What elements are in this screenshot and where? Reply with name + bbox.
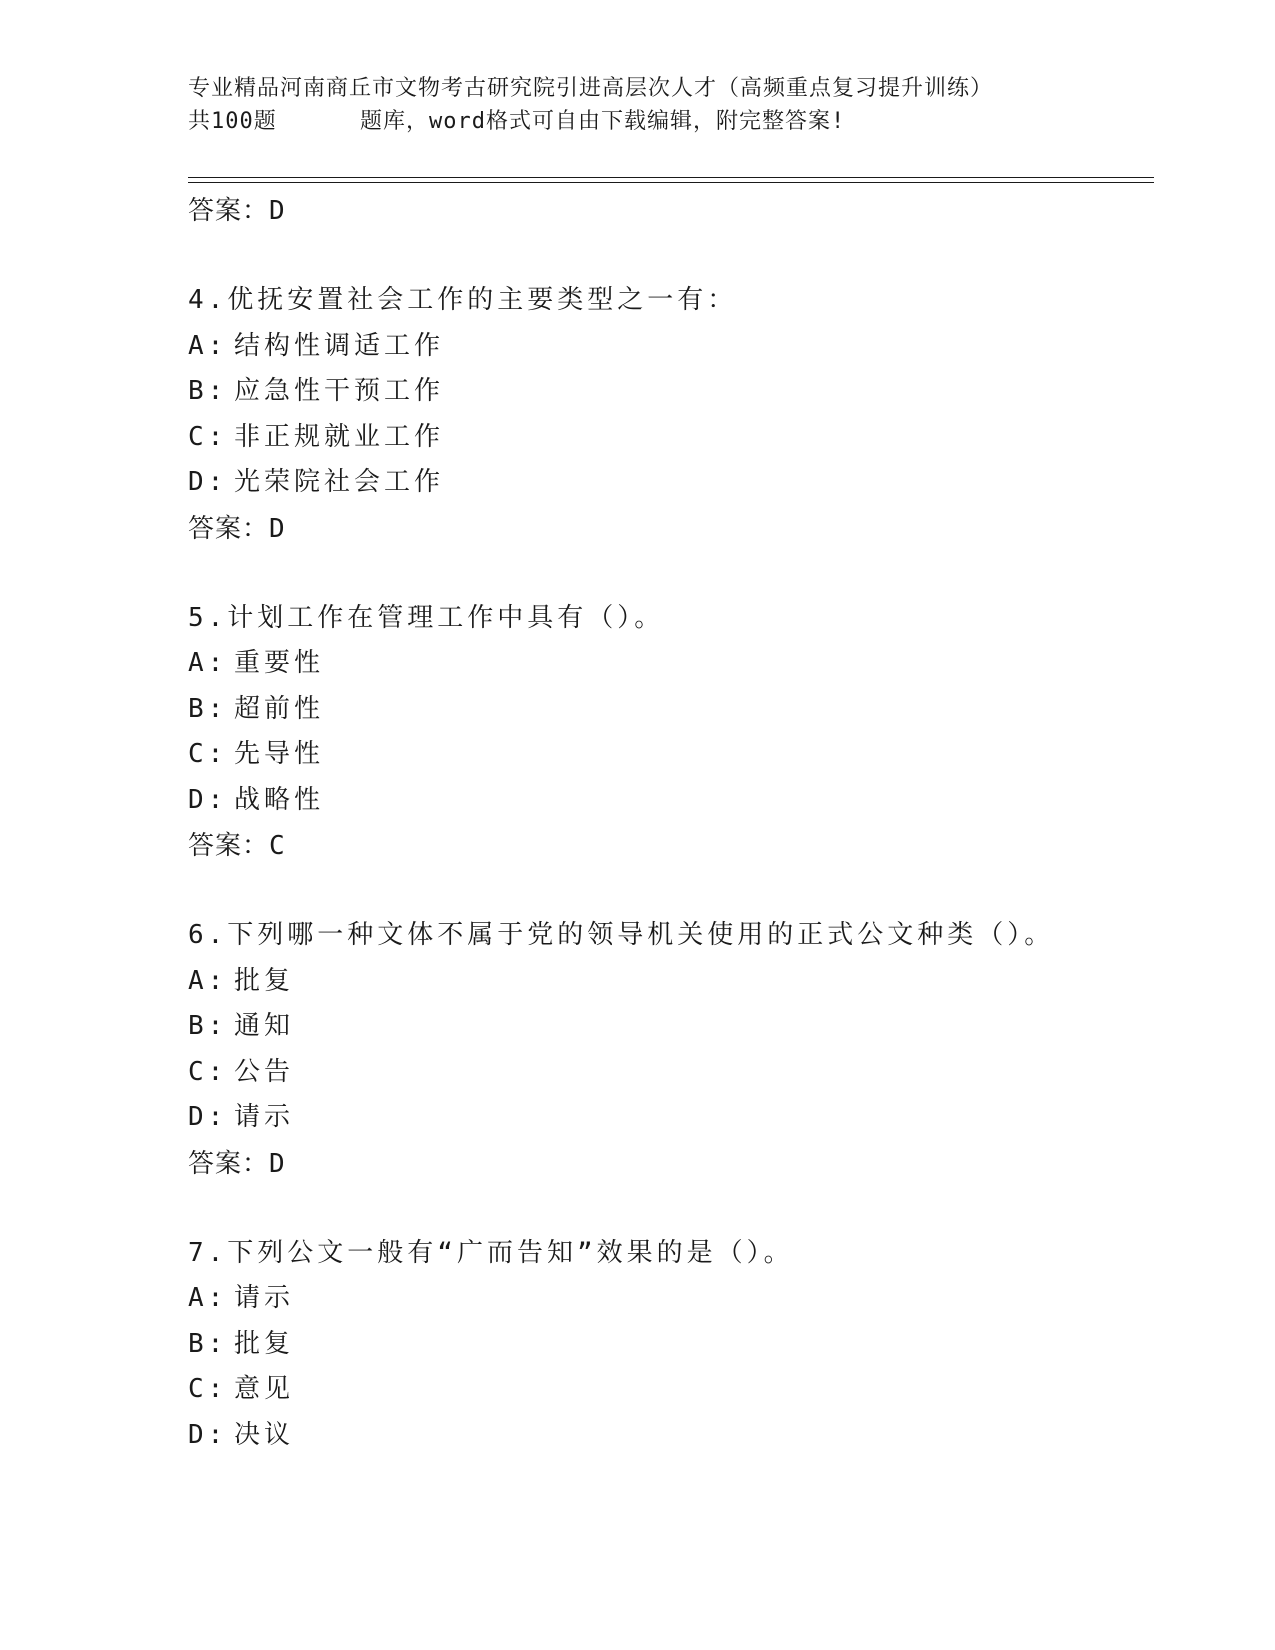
question-block bbox=[188, 278, 1148, 552]
option-letter: B: bbox=[188, 1011, 228, 1041]
answer-line: 答案：D bbox=[188, 1148, 286, 1179]
answer-line: 答案：D bbox=[188, 513, 286, 544]
option-d bbox=[188, 778, 1148, 824]
option-a bbox=[188, 324, 1148, 370]
option-letter: A: bbox=[188, 1283, 228, 1313]
option-a bbox=[188, 1276, 1148, 1322]
option-b bbox=[188, 369, 1148, 415]
option-text: 请示 bbox=[234, 1283, 295, 1313]
option-letter: A: bbox=[188, 648, 228, 678]
answer-line: 答案：C bbox=[188, 831, 286, 861]
option-letter: D: bbox=[188, 1102, 228, 1132]
option-letter: C: bbox=[188, 1056, 228, 1087]
question-title: 7.下列公文一般有“广而告知”效果的是（）。 bbox=[188, 1237, 794, 1268]
option-text: 光荣院社会工作 bbox=[234, 467, 445, 497]
option-text: 决议 bbox=[234, 1419, 295, 1450]
option-b bbox=[188, 687, 1148, 733]
answer-line: 答案：D bbox=[188, 196, 286, 226]
option-letter: B: bbox=[188, 1328, 228, 1359]
question-title: 4.优抚安置社会工作的主要类型之一有： bbox=[188, 285, 738, 315]
option-c bbox=[188, 1367, 1148, 1413]
option-a bbox=[188, 959, 1148, 1005]
option-text: 批复 bbox=[234, 965, 295, 996]
question-block bbox=[188, 1231, 1148, 1459]
question-count: 共100题 bbox=[188, 109, 277, 134]
option-text: 意见 bbox=[234, 1374, 295, 1404]
option-text: 公告 bbox=[234, 1056, 295, 1087]
option-letter: C: bbox=[188, 1374, 228, 1404]
option-d bbox=[188, 1413, 1148, 1459]
question-list bbox=[188, 188, 1148, 1458]
option-a bbox=[188, 641, 1148, 687]
option-text: 批复 bbox=[234, 1328, 295, 1359]
question-block bbox=[188, 913, 1148, 1187]
option-letter: C: bbox=[188, 739, 228, 769]
option-text: 请示 bbox=[234, 1102, 295, 1132]
option-b bbox=[188, 1004, 1148, 1050]
option-text: 超前性 bbox=[234, 693, 325, 724]
option-text: 结构性调适工作 bbox=[234, 330, 445, 361]
option-text: 重要性 bbox=[234, 648, 325, 678]
option-b bbox=[188, 1322, 1148, 1368]
document-subtitle: 题库，word格式可自由下载编辑，附完整答案! bbox=[360, 109, 846, 134]
option-letter: A: bbox=[188, 330, 228, 361]
document-header bbox=[188, 72, 1148, 138]
option-text: 通知 bbox=[234, 1011, 295, 1041]
option-text: 先导性 bbox=[234, 739, 325, 769]
spacer bbox=[188, 234, 1148, 278]
option-text: 战略性 bbox=[234, 784, 325, 815]
option-d bbox=[188, 460, 1148, 506]
option-letter: B: bbox=[188, 376, 228, 406]
question-block bbox=[188, 596, 1148, 870]
document-subtitle-line bbox=[188, 105, 1148, 138]
option-letter: C: bbox=[188, 421, 228, 452]
question-title: 5.计划工作在管理工作中具有（）。 bbox=[188, 602, 665, 633]
header-divider-thin bbox=[188, 177, 1154, 178]
spacer bbox=[188, 552, 1148, 596]
option-letter: D: bbox=[188, 467, 228, 497]
header-divider-thick bbox=[188, 182, 1154, 183]
option-text: 应急性干预工作 bbox=[234, 376, 445, 406]
spacer bbox=[188, 869, 1148, 913]
option-text: 非正规就业工作 bbox=[234, 421, 445, 452]
option-d bbox=[188, 1095, 1148, 1141]
spacer bbox=[188, 1187, 1148, 1231]
question-title: 6.下列哪一种文体不属于党的领导机关使用的正式公文种类（）。 bbox=[188, 920, 1055, 950]
option-c bbox=[188, 1050, 1148, 1096]
option-letter: A: bbox=[188, 965, 228, 996]
option-letter: D: bbox=[188, 1419, 228, 1450]
option-c bbox=[188, 732, 1148, 778]
option-letter: D: bbox=[188, 784, 228, 815]
option-c bbox=[188, 415, 1148, 461]
document-title: 专业精品河南商丘市文物考古研究院引进高层次人才（高频重点复习提升训练） bbox=[188, 76, 994, 101]
option-letter: B: bbox=[188, 693, 228, 724]
